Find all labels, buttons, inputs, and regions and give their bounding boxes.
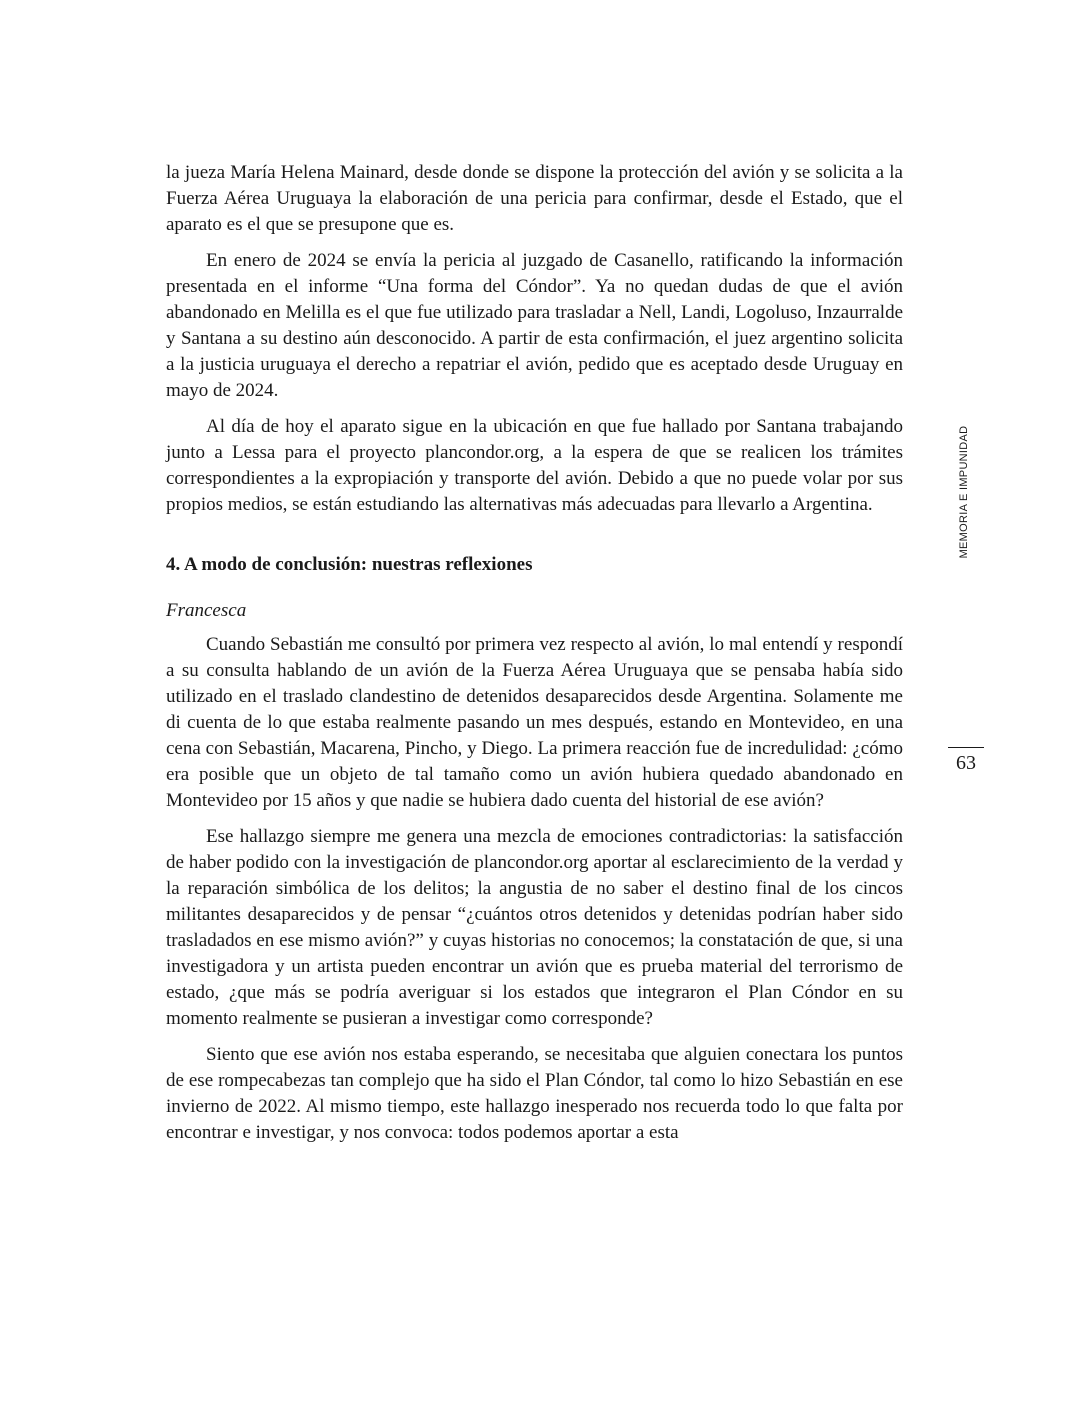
- paragraph-hallazgo: Ese hallazgo siempre me genera una mezcla de emociones contradictorias: la satisfacción de haber podido con la investigación de plancondor.org aportar al esclarecimiento de la verdad y la reparación simbólica de los delitos; la angustia de no saber el destino final de los cincos militantes desaparecidos y de pensar “¿cuántos otros detenidos y detenidas podrían haber sido trasladados en ese mismo avión?” y cuyas historias no conocemos; la constatación de que, si una investigadora y un artista pueden encontrar un avión que es prueba material del terrorismo de estado, ¿que más se podría averiguar si los estados que integraron el Plan Cóndor en su momento realmente se pusieran a investigar como corresponde?: [166, 826, 903, 1029]
- paragraph-ubicacion: Al día de hoy el aparato sigue en la ubicación en que fue hallado por Santana trabajando junto a Lessa para el proyecto plancondor.org, a la espera de que se realicen los trámites correspondientes a la expropiación y transporte del avión. Debido a que no puede volar por sus propios medios, se están estudiando las alternativas más adecuadas para llevarlo a Argentina.: [166, 416, 903, 515]
- paragraph-siento: Siento que ese avión nos estaba esperando, se necesitaba que alguien conectara los puntos de ese rompecabezas tan complejo que ha sido el Plan Cóndor, tal como lo hizo Sebastián en ese invierno de 2022. Al mismo tiempo, este hallazgo inesperado nos recuerda todo lo que falta por encontrar e investigar, y nos convoca: todos podemos aportar a esta: [166, 1044, 903, 1143]
- page-number: 63: [956, 752, 976, 774]
- paragraph-consulta: Cuando Sebastián me consultó por primera vez respecto al avión, lo mal entendí y respondí a su consulta hablando de un avión de la Fuerza Aérea Uruguaya que se pensaba había sido utilizado en el traslado clandestino de detenidos desaparecidos desde Argentina. Solamente me di cuenta de lo que estaba realmente pasando un mes después, estando en Montevideo, en una cena con Sebastián, Macarena, Pincho, y Diego. La primera reacción fue de incredulidad: ¿cómo era posible que un objeto de tal tamaño como un avión hubiera quedado abandonado en Montevideo por 15 años y que nadie se hubiera dado cuenta del historial de ese avión?: [166, 634, 903, 811]
- paragraph-continued: la jueza María Helena Mainard, desde donde se dispone la protección del avión y se solicita a la Fuerza Aérea Uruguaya la elaboración de una pericia para confirmar, desde el Estado, que el aparato es el que se presupone que es.: [166, 162, 903, 235]
- subsection-heading: Francesca: [166, 600, 247, 621]
- paragraph-pericia: En enero de 2024 se envía la pericia al juzgado de Casanello, ratificando la información presentada en el informe “Una forma del Cóndor”. Ya no quedan dudas de que el avión abandonado en Melilla es el que fue utilizado para trasladar a Nell, Landi, Logoluso, Inzaurralde y Santana a su destino aún desconocido. A partir de esta confirmación, el juez argentino solicita a la justicia uruguaya el derecho a repatriar el avión, pedido que es aceptado desde Uruguay en mayo de 2024.: [166, 250, 903, 401]
- page-number-rule: [948, 747, 984, 748]
- running-header: MEMORIA E IMPUNIDAD: [958, 425, 970, 559]
- page-body: [166, 160, 903, 1146]
- section-heading: 4. A modo de conclusión: nuestras reflexiones: [166, 554, 533, 575]
